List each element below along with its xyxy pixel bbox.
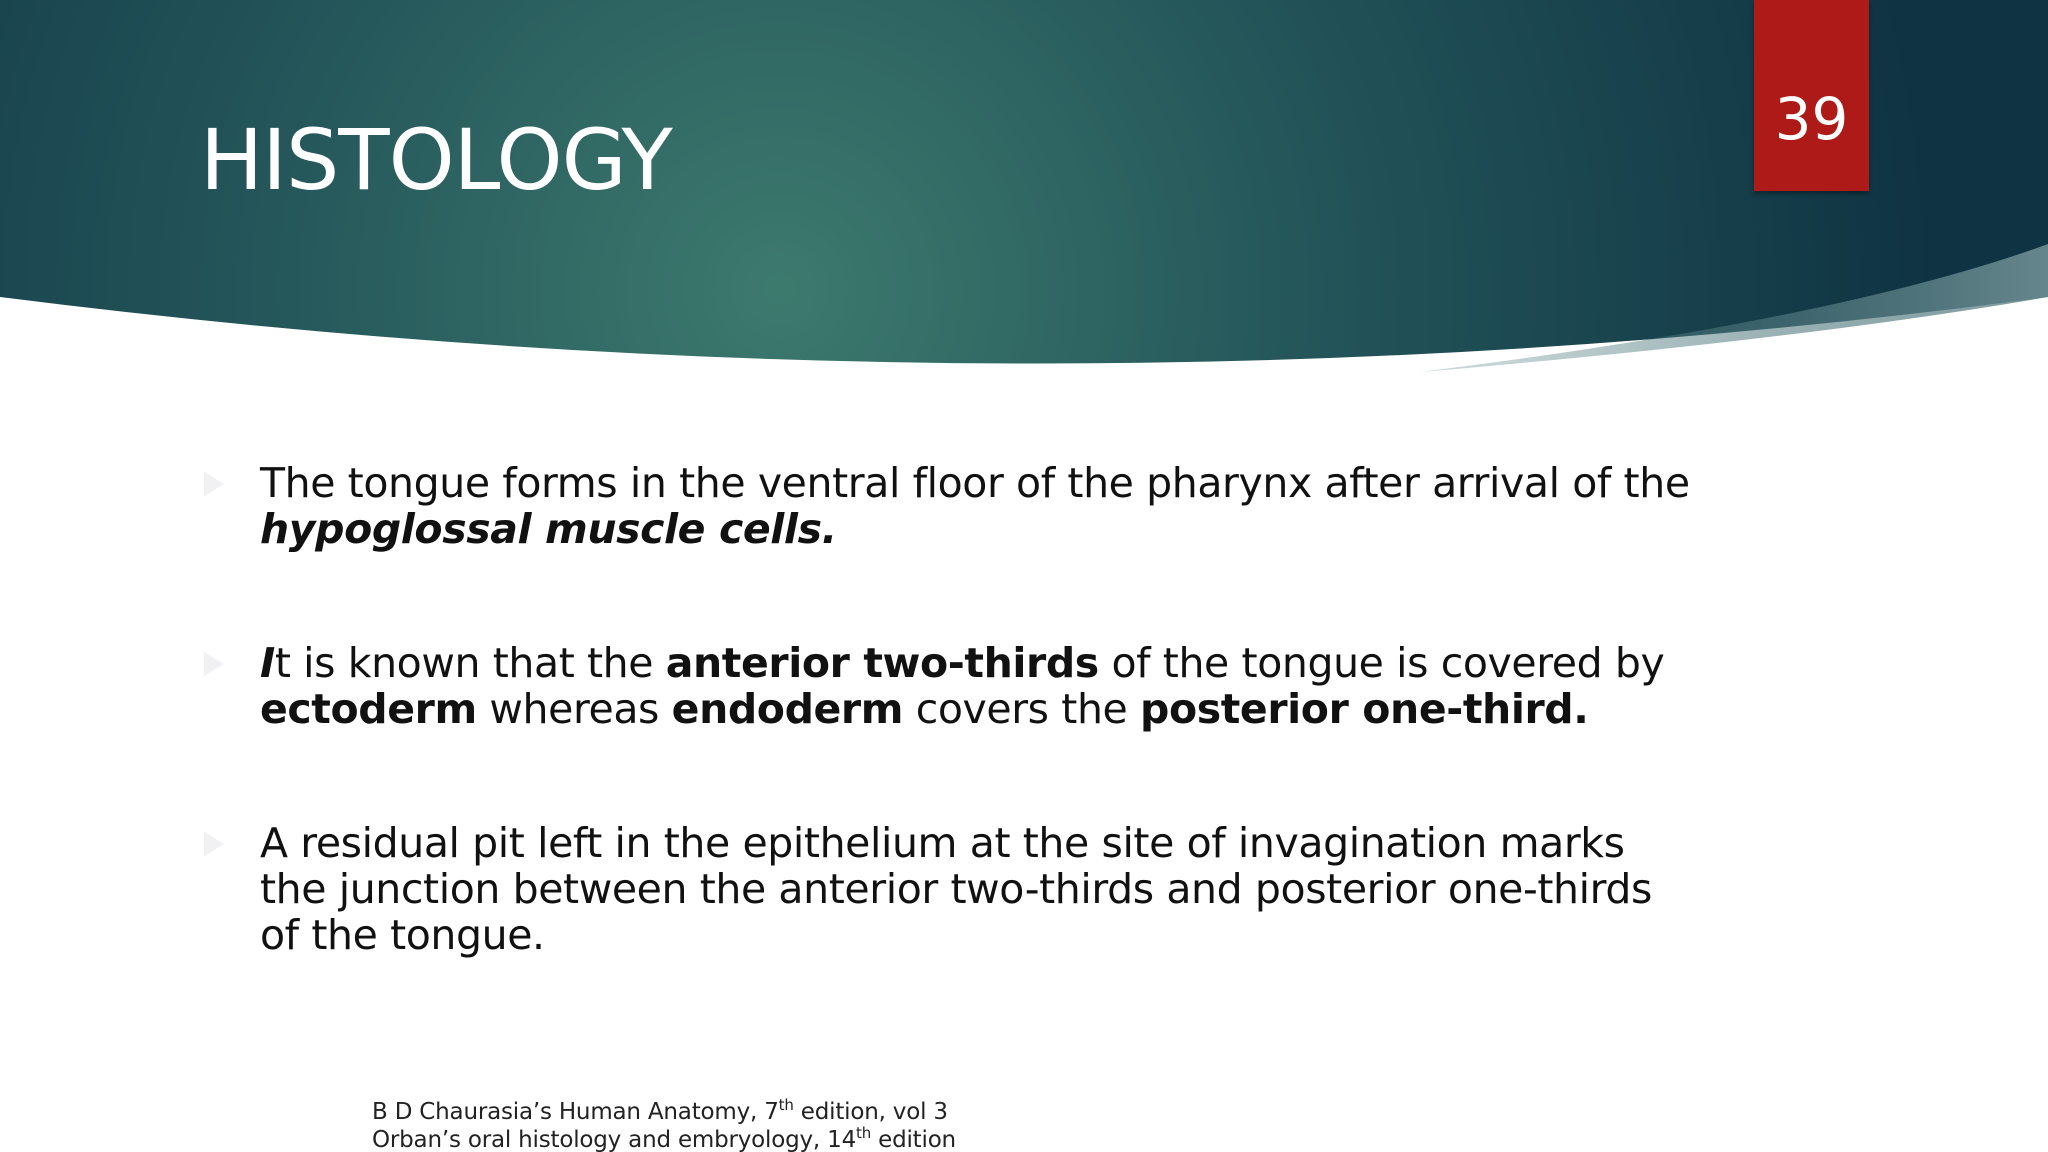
reference-superscript: th	[856, 1124, 872, 1142]
reference-superscript: th	[778, 1096, 794, 1114]
reference-text: B D Chaurasia’s Human Anatomy, 7	[372, 1099, 779, 1125]
references	[372, 1098, 956, 1152]
bullet-text: posterior one-third.	[1140, 685, 1589, 733]
bullet-text: whereas	[476, 685, 672, 733]
bullet-text: t is known that the	[274, 639, 666, 687]
bullet-text: covers the	[903, 685, 1140, 733]
bullet-text: I	[260, 639, 275, 687]
bullet-text: endoderm	[671, 685, 904, 733]
reference-line	[372, 1098, 956, 1126]
triangle-bullet-icon	[204, 472, 224, 496]
slide-title: HISTOLOGY	[200, 111, 672, 209]
bullet-text: A residual pit left in the epithelium at the site of invagination marks the junction between the anterior two-thirds and posterior one-thirds of the tongue.	[260, 819, 1652, 959]
bullet-text: anterior two-thirds	[665, 639, 1099, 687]
page-number: 39	[1774, 85, 1849, 153]
bullet-text: of the tongue is covered by	[1098, 639, 1665, 687]
bullet-item	[200, 460, 1700, 552]
bullet-text: ectoderm	[260, 685, 477, 733]
bullet-text: The tongue forms in the ventral floor of the pharynx after arrival of the	[260, 459, 1690, 507]
reference-text: edition, vol 3	[793, 1099, 948, 1125]
reference-text: Orban’s oral histology and embryology, 14	[372, 1127, 857, 1152]
reference-text: edition	[871, 1127, 956, 1152]
bullet-item	[200, 640, 1700, 732]
bullet-text: hypoglossal muscle cells.	[260, 505, 837, 553]
triangle-bullet-icon	[204, 832, 224, 856]
triangle-bullet-icon	[204, 652, 224, 676]
bullet-list	[200, 460, 1700, 958]
reference-line	[372, 1126, 956, 1152]
bullet-item	[200, 820, 1700, 958]
page-number-tab	[1754, 0, 1869, 191]
